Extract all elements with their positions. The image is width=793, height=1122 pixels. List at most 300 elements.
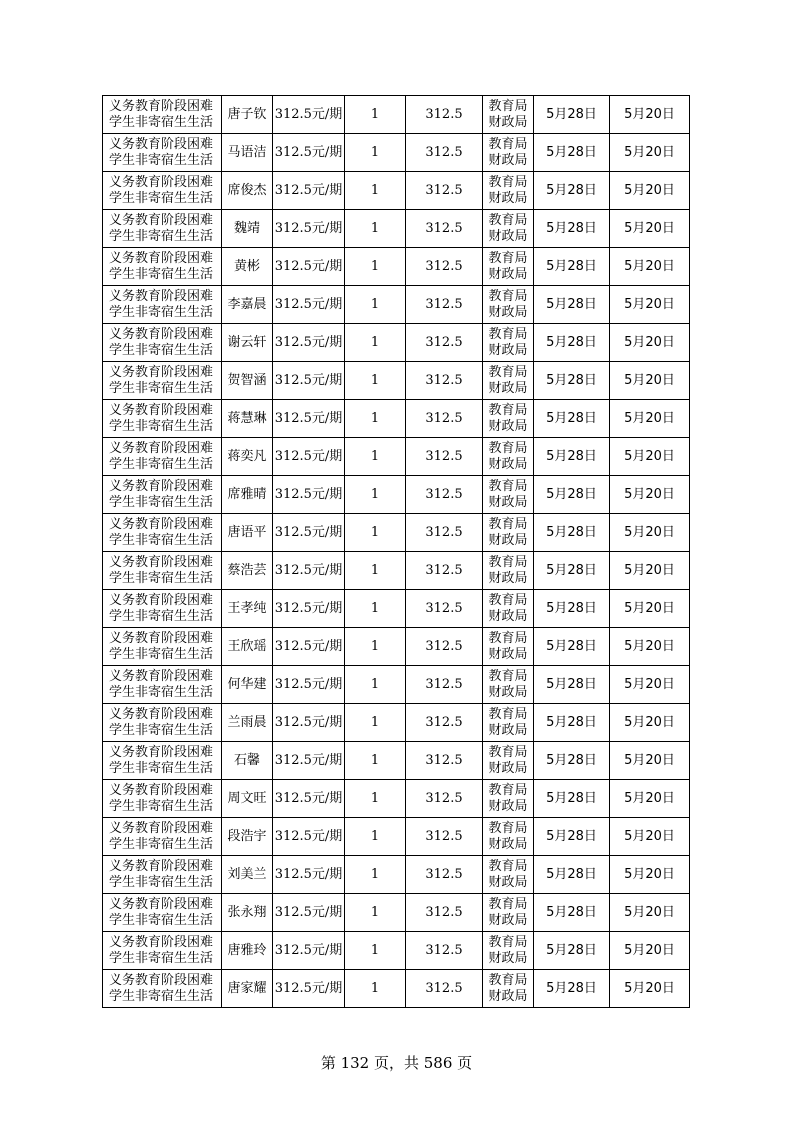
cell-department-line-1: 教育局 [488, 972, 528, 988]
cell-standard: 312.5元/期 [273, 134, 345, 172]
cell-department-line-2: 财政局 [488, 380, 528, 396]
cell-item [103, 514, 222, 552]
cell-department-line-1: 教育局 [488, 478, 528, 494]
cell-name: 魏靖 [222, 210, 273, 248]
cell-date-1: 5月28日 [534, 894, 610, 932]
cell-department-line-1: 教育局 [488, 136, 528, 152]
cell-name: 何华建 [222, 666, 273, 704]
cell-amount: 312.5 [406, 856, 483, 894]
cell-date-2: 5月20日 [610, 742, 690, 780]
cell-name: 段浩宇 [222, 818, 273, 856]
cell-department-line-1: 教育局 [488, 516, 528, 532]
cell-standard: 312.5元/期 [273, 96, 345, 134]
cell-name: 黄彬 [222, 248, 273, 286]
table-row [103, 248, 690, 286]
cell-item-line-1: 义务教育阶段困难 [109, 858, 214, 874]
cell-count: 1 [345, 172, 406, 210]
cell-amount: 312.5 [406, 628, 483, 666]
cell-department-line-1: 教育局 [488, 934, 528, 950]
table-row [103, 438, 690, 476]
cell-date-2: 5月20日 [610, 172, 690, 210]
cell-name: 王孝纯 [222, 590, 273, 628]
cell-date-1: 5月28日 [534, 172, 610, 210]
cell-date-1: 5月28日 [534, 552, 610, 590]
cell-item-line-1: 义务教育阶段困难 [109, 516, 214, 532]
table-row [103, 362, 690, 400]
cell-item-line-1: 义务教育阶段困难 [109, 98, 214, 114]
cell-date-2: 5月20日 [610, 210, 690, 248]
cell-name: 刘美兰 [222, 856, 273, 894]
table-row [103, 780, 690, 818]
cell-item-line-1: 义务教育阶段困难 [109, 212, 214, 228]
cell-date-2: 5月20日 [610, 818, 690, 856]
cell-item-line-2: 学生非寄宿生生活 [109, 798, 214, 814]
cell-name: 李嘉晨 [222, 286, 273, 324]
cell-department-line-2: 财政局 [488, 646, 528, 662]
cell-item-line-1: 义务教育阶段困难 [109, 554, 214, 570]
cell-date-2: 5月20日 [610, 400, 690, 438]
cell-item-line-2: 学生非寄宿生生活 [109, 456, 214, 472]
cell-date-1: 5月28日 [534, 590, 610, 628]
cell-item-line-2: 学生非寄宿生生活 [109, 912, 214, 928]
table-row [103, 856, 690, 894]
cell-date-2: 5月20日 [610, 438, 690, 476]
cell-department [483, 96, 534, 134]
cell-department-line-2: 财政局 [488, 684, 528, 700]
cell-department-line-1: 教育局 [488, 744, 528, 760]
cell-standard: 312.5元/期 [273, 324, 345, 362]
cell-item [103, 438, 222, 476]
cell-date-1: 5月28日 [534, 628, 610, 666]
cell-standard: 312.5元/期 [273, 438, 345, 476]
cell-department-line-2: 财政局 [488, 304, 528, 320]
cell-standard: 312.5元/期 [273, 856, 345, 894]
table-row [103, 894, 690, 932]
cell-amount: 312.5 [406, 134, 483, 172]
cell-item-line-2: 学生非寄宿生生活 [109, 266, 214, 282]
cell-item-line-1: 义务教育阶段困难 [109, 782, 214, 798]
cell-standard: 312.5元/期 [273, 400, 345, 438]
cell-count: 1 [345, 552, 406, 590]
cell-count: 1 [345, 818, 406, 856]
cell-item [103, 210, 222, 248]
cell-item-line-2: 学生非寄宿生生活 [109, 304, 214, 320]
cell-item-line-2: 学生非寄宿生生活 [109, 950, 214, 966]
cell-name: 马语洁 [222, 134, 273, 172]
cell-item [103, 552, 222, 590]
cell-item-line-1: 义务教育阶段困难 [109, 668, 214, 684]
cell-department-line-2: 财政局 [488, 456, 528, 472]
cell-item-line-1: 义务教育阶段困难 [109, 706, 214, 722]
cell-item [103, 324, 222, 362]
cell-department-line-2: 财政局 [488, 912, 528, 928]
cell-department-line-2: 财政局 [488, 266, 528, 282]
cell-amount: 312.5 [406, 552, 483, 590]
cell-department [483, 134, 534, 172]
cell-amount: 312.5 [406, 476, 483, 514]
cell-date-2: 5月20日 [610, 780, 690, 818]
cell-item [103, 704, 222, 742]
cell-name: 贺智涵 [222, 362, 273, 400]
cell-standard: 312.5元/期 [273, 362, 345, 400]
cell-item-line-2: 学生非寄宿生生活 [109, 684, 214, 700]
cell-amount: 312.5 [406, 932, 483, 970]
cell-amount: 312.5 [406, 248, 483, 286]
cell-item-line-2: 学生非寄宿生生活 [109, 836, 214, 852]
cell-date-2: 5月20日 [610, 552, 690, 590]
cell-department-line-1: 教育局 [488, 706, 528, 722]
cell-date-2: 5月20日 [610, 286, 690, 324]
cell-department-line-2: 财政局 [488, 798, 528, 814]
table-row [103, 666, 690, 704]
cell-date-2: 5月20日 [610, 590, 690, 628]
cell-date-2: 5月20日 [610, 514, 690, 552]
cell-item-line-2: 学生非寄宿生生活 [109, 228, 214, 244]
cell-date-1: 5月28日 [534, 210, 610, 248]
cell-name: 谢云轩 [222, 324, 273, 362]
cell-amount: 312.5 [406, 666, 483, 704]
cell-amount: 312.5 [406, 96, 483, 134]
cell-item-line-1: 义务教育阶段困难 [109, 820, 214, 836]
cell-standard: 312.5元/期 [273, 248, 345, 286]
page-footer [0, 1052, 793, 1073]
cell-standard: 312.5元/期 [273, 704, 345, 742]
table-row [103, 818, 690, 856]
table-row [103, 134, 690, 172]
page-number-label: 第 132 页，共 586 页 [320, 1054, 473, 1072]
cell-name: 周文旺 [222, 780, 273, 818]
cell-standard: 312.5元/期 [273, 210, 345, 248]
cell-date-1: 5月28日 [534, 96, 610, 134]
cell-amount: 312.5 [406, 514, 483, 552]
cell-department-line-1: 教育局 [488, 554, 528, 570]
cell-item-line-2: 学生非寄宿生生活 [109, 722, 214, 738]
cell-department-line-1: 教育局 [488, 896, 528, 912]
cell-date-1: 5月28日 [534, 704, 610, 742]
table-row [103, 704, 690, 742]
cell-amount: 312.5 [406, 970, 483, 1008]
cell-department [483, 286, 534, 324]
cell-date-1: 5月28日 [534, 742, 610, 780]
cell-item-line-2: 学生非寄宿生生活 [109, 532, 214, 548]
cell-standard: 312.5元/期 [273, 818, 345, 856]
cell-item-line-2: 学生非寄宿生生活 [109, 570, 214, 586]
cell-standard: 312.5元/期 [273, 780, 345, 818]
cell-name: 王欣瑶 [222, 628, 273, 666]
cell-standard: 312.5元/期 [273, 932, 345, 970]
cell-item-line-1: 义务教育阶段困难 [109, 896, 214, 912]
cell-count: 1 [345, 970, 406, 1008]
cell-count: 1 [345, 286, 406, 324]
cell-department-line-1: 教育局 [488, 364, 528, 380]
cell-name: 唐雅玲 [222, 932, 273, 970]
cell-item-line-2: 学生非寄宿生生活 [109, 342, 214, 358]
cell-department [483, 476, 534, 514]
cell-count: 1 [345, 856, 406, 894]
cell-item-line-1: 义务教育阶段困难 [109, 440, 214, 456]
cell-amount: 312.5 [406, 362, 483, 400]
cell-name: 唐子钦 [222, 96, 273, 134]
cell-item-line-2: 学生非寄宿生生活 [109, 608, 214, 624]
cell-department-line-1: 教育局 [488, 820, 528, 836]
cell-department-line-2: 财政局 [488, 570, 528, 586]
cell-item [103, 666, 222, 704]
table-row [103, 476, 690, 514]
cell-amount: 312.5 [406, 286, 483, 324]
cell-item-line-1: 义务教育阶段困难 [109, 250, 214, 266]
cell-department-line-1: 教育局 [488, 98, 528, 114]
cell-item-line-2: 学生非寄宿生生活 [109, 874, 214, 890]
cell-department [483, 704, 534, 742]
table-row [103, 514, 690, 552]
cell-item [103, 134, 222, 172]
cell-amount: 312.5 [406, 210, 483, 248]
cell-name: 唐家耀 [222, 970, 273, 1008]
cell-department-line-1: 教育局 [488, 630, 528, 646]
cell-date-1: 5月28日 [534, 514, 610, 552]
cell-amount: 312.5 [406, 590, 483, 628]
cell-name: 兰雨晨 [222, 704, 273, 742]
cell-name: 蒋慧琳 [222, 400, 273, 438]
cell-count: 1 [345, 438, 406, 476]
cell-department [483, 438, 534, 476]
cell-date-2: 5月20日 [610, 96, 690, 134]
cell-department-line-2: 财政局 [488, 114, 528, 130]
cell-amount: 312.5 [406, 818, 483, 856]
cell-name: 唐语平 [222, 514, 273, 552]
cell-department [483, 742, 534, 780]
cell-item [103, 362, 222, 400]
cell-department-line-2: 财政局 [488, 494, 528, 510]
cell-name: 席雅晴 [222, 476, 273, 514]
cell-department-line-1: 教育局 [488, 668, 528, 684]
cell-item [103, 818, 222, 856]
cell-item-line-1: 义务教育阶段困难 [109, 478, 214, 494]
cell-department [483, 324, 534, 362]
cell-standard: 312.5元/期 [273, 514, 345, 552]
cell-item-line-1: 义务教育阶段困难 [109, 630, 214, 646]
cell-department [483, 590, 534, 628]
cell-item [103, 96, 222, 134]
cell-date-2: 5月20日 [610, 324, 690, 362]
cell-date-1: 5月28日 [534, 400, 610, 438]
cell-item [103, 932, 222, 970]
cell-item-line-2: 学生非寄宿生生活 [109, 152, 214, 168]
cell-item [103, 780, 222, 818]
cell-count: 1 [345, 400, 406, 438]
cell-department-line-1: 教育局 [488, 250, 528, 266]
table-row [103, 286, 690, 324]
cell-item-line-1: 义务教育阶段困难 [109, 402, 214, 418]
cell-department [483, 514, 534, 552]
cell-date-1: 5月28日 [534, 856, 610, 894]
cell-department [483, 666, 534, 704]
cell-item-line-1: 义务教育阶段困难 [109, 592, 214, 608]
cell-standard: 312.5元/期 [273, 552, 345, 590]
cell-department-line-2: 财政局 [488, 152, 528, 168]
cell-department-line-2: 财政局 [488, 342, 528, 358]
cell-item [103, 172, 222, 210]
table-row [103, 742, 690, 780]
cell-date-1: 5月28日 [534, 476, 610, 514]
cell-item [103, 286, 222, 324]
cell-department [483, 552, 534, 590]
table-row [103, 590, 690, 628]
cell-standard: 312.5元/期 [273, 590, 345, 628]
table-row [103, 970, 690, 1008]
cell-count: 1 [345, 134, 406, 172]
cell-count: 1 [345, 210, 406, 248]
cell-department-line-2: 财政局 [488, 228, 528, 244]
cell-department [483, 628, 534, 666]
cell-standard: 312.5元/期 [273, 172, 345, 210]
cell-department-line-2: 财政局 [488, 988, 528, 1004]
cell-department [483, 856, 534, 894]
cell-item-line-2: 学生非寄宿生生活 [109, 380, 214, 396]
cell-count: 1 [345, 590, 406, 628]
table-row [103, 552, 690, 590]
cell-amount: 312.5 [406, 742, 483, 780]
cell-department-line-2: 财政局 [488, 836, 528, 852]
cell-department-line-2: 财政局 [488, 190, 528, 206]
cell-department-line-2: 财政局 [488, 722, 528, 738]
cell-department [483, 818, 534, 856]
table-row [103, 324, 690, 362]
cell-item [103, 628, 222, 666]
cell-item [103, 894, 222, 932]
cell-department-line-2: 财政局 [488, 608, 528, 624]
cell-item-line-2: 学生非寄宿生生活 [109, 190, 214, 206]
cell-date-2: 5月20日 [610, 856, 690, 894]
cell-item-line-1: 义务教育阶段困难 [109, 972, 214, 988]
cell-name: 席俊杰 [222, 172, 273, 210]
cell-date-1: 5月28日 [534, 286, 610, 324]
cell-count: 1 [345, 96, 406, 134]
cell-department-line-1: 教育局 [488, 174, 528, 190]
cell-item-line-1: 义务教育阶段困难 [109, 174, 214, 190]
cell-department [483, 248, 534, 286]
cell-standard: 312.5元/期 [273, 628, 345, 666]
cell-date-2: 5月20日 [610, 932, 690, 970]
cell-department-line-2: 财政局 [488, 532, 528, 548]
cell-date-1: 5月28日 [534, 970, 610, 1008]
cell-item-line-2: 学生非寄宿生生活 [109, 494, 214, 510]
cell-count: 1 [345, 362, 406, 400]
cell-count: 1 [345, 248, 406, 286]
cell-item-line-1: 义务教育阶段困难 [109, 326, 214, 342]
cell-date-2: 5月20日 [610, 134, 690, 172]
cell-date-2: 5月20日 [610, 628, 690, 666]
cell-department-line-2: 财政局 [488, 760, 528, 776]
table-row [103, 96, 690, 134]
cell-item [103, 856, 222, 894]
cell-amount: 312.5 [406, 400, 483, 438]
table-body [103, 96, 690, 1008]
cell-department-line-2: 财政局 [488, 418, 528, 434]
cell-item-line-2: 学生非寄宿生生活 [109, 114, 214, 130]
cell-item [103, 970, 222, 1008]
cell-standard: 312.5元/期 [273, 476, 345, 514]
cell-amount: 312.5 [406, 894, 483, 932]
cell-date-1: 5月28日 [534, 362, 610, 400]
cell-department-line-1: 教育局 [488, 858, 528, 874]
cell-item [103, 400, 222, 438]
table-row [103, 400, 690, 438]
cell-item [103, 742, 222, 780]
cell-department [483, 172, 534, 210]
cell-item-line-1: 义务教育阶段困难 [109, 934, 214, 950]
cell-date-2: 5月20日 [610, 704, 690, 742]
cell-department [483, 400, 534, 438]
cell-item-line-2: 学生非寄宿生生活 [109, 988, 214, 1004]
cell-standard: 312.5元/期 [273, 894, 345, 932]
cell-date-1: 5月28日 [534, 134, 610, 172]
cell-item-line-1: 义务教育阶段困难 [109, 744, 214, 760]
table-row [103, 210, 690, 248]
cell-department-line-2: 财政局 [488, 950, 528, 966]
cell-standard: 312.5元/期 [273, 666, 345, 704]
cell-count: 1 [345, 780, 406, 818]
cell-date-2: 5月20日 [610, 666, 690, 704]
cell-date-1: 5月28日 [534, 324, 610, 362]
cell-amount: 312.5 [406, 438, 483, 476]
cell-standard: 312.5元/期 [273, 286, 345, 324]
cell-date-1: 5月28日 [534, 248, 610, 286]
cell-item-line-1: 义务教育阶段困难 [109, 136, 214, 152]
cell-count: 1 [345, 894, 406, 932]
cell-department [483, 932, 534, 970]
cell-department [483, 970, 534, 1008]
cell-department [483, 362, 534, 400]
cell-department-line-1: 教育局 [488, 592, 528, 608]
cell-date-2: 5月20日 [610, 970, 690, 1008]
cell-department [483, 894, 534, 932]
cell-department-line-1: 教育局 [488, 212, 528, 228]
cell-item [103, 248, 222, 286]
cell-date-1: 5月28日 [534, 666, 610, 704]
cell-standard: 312.5元/期 [273, 742, 345, 780]
cell-count: 1 [345, 514, 406, 552]
cell-count: 1 [345, 476, 406, 514]
cell-amount: 312.5 [406, 704, 483, 742]
cell-item-line-1: 义务教育阶段困难 [109, 288, 214, 304]
cell-count: 1 [345, 742, 406, 780]
cell-item-line-2: 学生非寄宿生生活 [109, 418, 214, 434]
cell-amount: 312.5 [406, 324, 483, 362]
cell-department [483, 780, 534, 818]
cell-name: 蒋奕凡 [222, 438, 273, 476]
table-row [103, 932, 690, 970]
table-row [103, 628, 690, 666]
cell-item-line-1: 义务教育阶段困难 [109, 364, 214, 380]
cell-item-line-2: 学生非寄宿生生活 [109, 760, 214, 776]
cell-date-1: 5月28日 [534, 438, 610, 476]
cell-department-line-1: 教育局 [488, 326, 528, 342]
cell-date-2: 5月20日 [610, 248, 690, 286]
table-row [103, 172, 690, 210]
cell-count: 1 [345, 324, 406, 362]
cell-name: 石馨 [222, 742, 273, 780]
cell-item [103, 590, 222, 628]
cell-count: 1 [345, 628, 406, 666]
cell-count: 1 [345, 932, 406, 970]
cell-department-line-1: 教育局 [488, 440, 528, 456]
cell-department-line-1: 教育局 [488, 402, 528, 418]
cell-date-2: 5月20日 [610, 476, 690, 514]
cell-name: 蔡浩芸 [222, 552, 273, 590]
cell-amount: 312.5 [406, 780, 483, 818]
cell-date-1: 5月28日 [534, 780, 610, 818]
